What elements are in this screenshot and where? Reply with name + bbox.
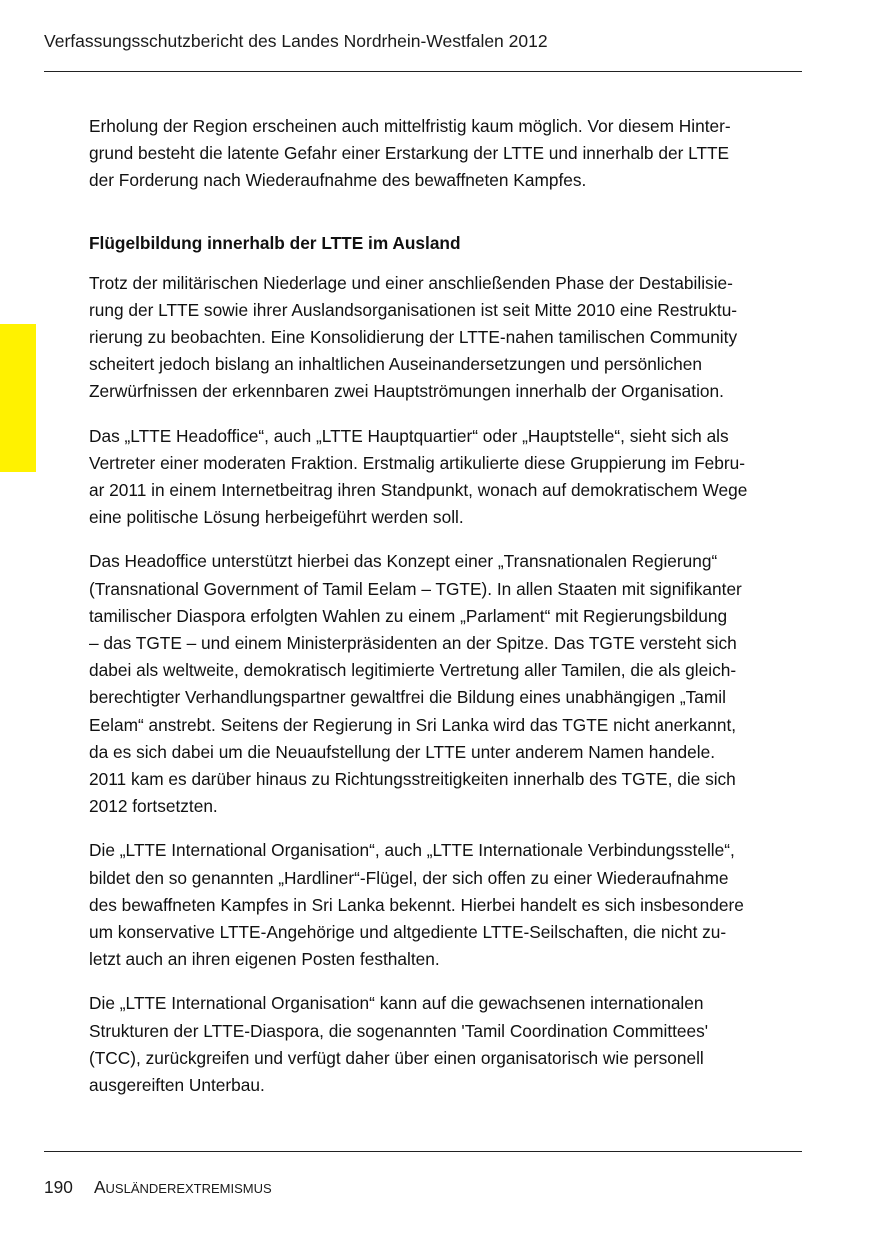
chapter-name (94, 1177, 272, 1197)
chapter-name-initial: A (94, 1177, 106, 1197)
paragraph-tcc: Die „LTTE International Organisation“ kann auf die gewachsenen internationalen Strukturen der LTTE-Diaspora, die sogenannten 'Tamil Coordination Committees' (TCC), zurückgreifen und verfügt daher über einen organisatorisch wie personell ausgereiften Unterbau. (89, 993, 709, 1096)
paragraph-continuation: Erholung der Region erscheinen auch mittelfristig kaum möglich. Vor diesem Hinter- grund besteht die latente Gefahr einer Erstarkung der LTTE und innerhalb der LTTE der Forderung nach Wiederaufnahme des bewaffneten Kampfes. (89, 116, 731, 191)
chapter-marker-tab (0, 324, 36, 472)
running-header-title: Verfassungsschutzbericht des Landes Nordrhein-Westfalen 2012 (44, 31, 548, 51)
main-content (89, 113, 805, 1116)
section-heading: Flügelbildung innerhalb der LTTE im Ausland (89, 232, 461, 253)
paragraph-international-organisation: Die „LTTE International Organisation“, auch „LTTE Internationale Verbindungsstelle“, bildet den so genannten „Hardliner“-Flügel, der sich offen zu einer Wiederaufnahme des bewaffneten Kampfes in Sri Lanka bekennt. Hierbei handelt es sich insbesondere um konservative LTTE-Angehörige und altgediente LTTE-Seilschaften, die nicht zu- letzt auch an ihren eigenen Posten festhalten. (89, 840, 744, 970)
paragraph-headoffice: Das „LTTE Headoffice“, auch „LTTE Hauptquartier“ oder „Hauptstelle“, sieht sich als Vertreter einer moderaten Fraktion. Erstmalig artikulierte diese Gruppierung im Febru- ar 2011 in einem Internetbeitrag ihren Standpunkt, wonach auf demokratischem Wege eine politische Lösung herbeigeführt werden soll. (89, 425, 748, 528)
paragraph-restructuring: Trotz der militärischen Niederlage und einer anschließenden Phase der Destabilisie- rung der LTTE sowie ihrer Auslandsorganisationen ist seit Mitte 2010 eine Restruktu- rierung zu beobachten. Eine Konsolidierung der LTTE-nahen tamilischen Community scheitert jedoch bislang an inhaltlichen Auseinandersetzungen und persönlichen Zerwürfnissen der erkennbaren zwei Hauptströmungen innerhalb der Organisation. (89, 272, 738, 402)
paragraph-tgte: Das Headoffice unterstützt hierbei das Konzept einer „Transnationalen Regierung“ (Transnational Government of Tamil Eelam – TGTE). In allen Staaten mit signifikanter tamilischer Diaspora erfolgten Wahlen zu einem „Parlament“ mit Regierungsbildung – das TGTE – und einem Ministerpräsidenten an der Spitze. Das TGTE versteht sich dabei als weltweite, demokratisch legitimierte Vertretung aller Tamilen, die als gleich- berechtigter Verhandlungspartner gewaltfrei die Bildung eines unabhängigen „Tamil Eelam“ anstrebt. Seitens der Regierung in Sri Lanka wird das TGTE nicht anerkannt, da es sich dabei um die Neuaufstellung der LTTE unter anderem Namen handele. 2011 kam es darüber hinaus zu Richtungsstreitigkeiten innerhalb des TGTE, die sich 2012 fortsetzten. (89, 551, 742, 817)
page-footer (44, 1175, 272, 1201)
header-divider (44, 71, 802, 72)
page-number: 190 (44, 1177, 73, 1197)
footer-divider (44, 1151, 802, 1152)
chapter-name-rest: USLÄNDEREXTREMISMUS (105, 1181, 272, 1196)
